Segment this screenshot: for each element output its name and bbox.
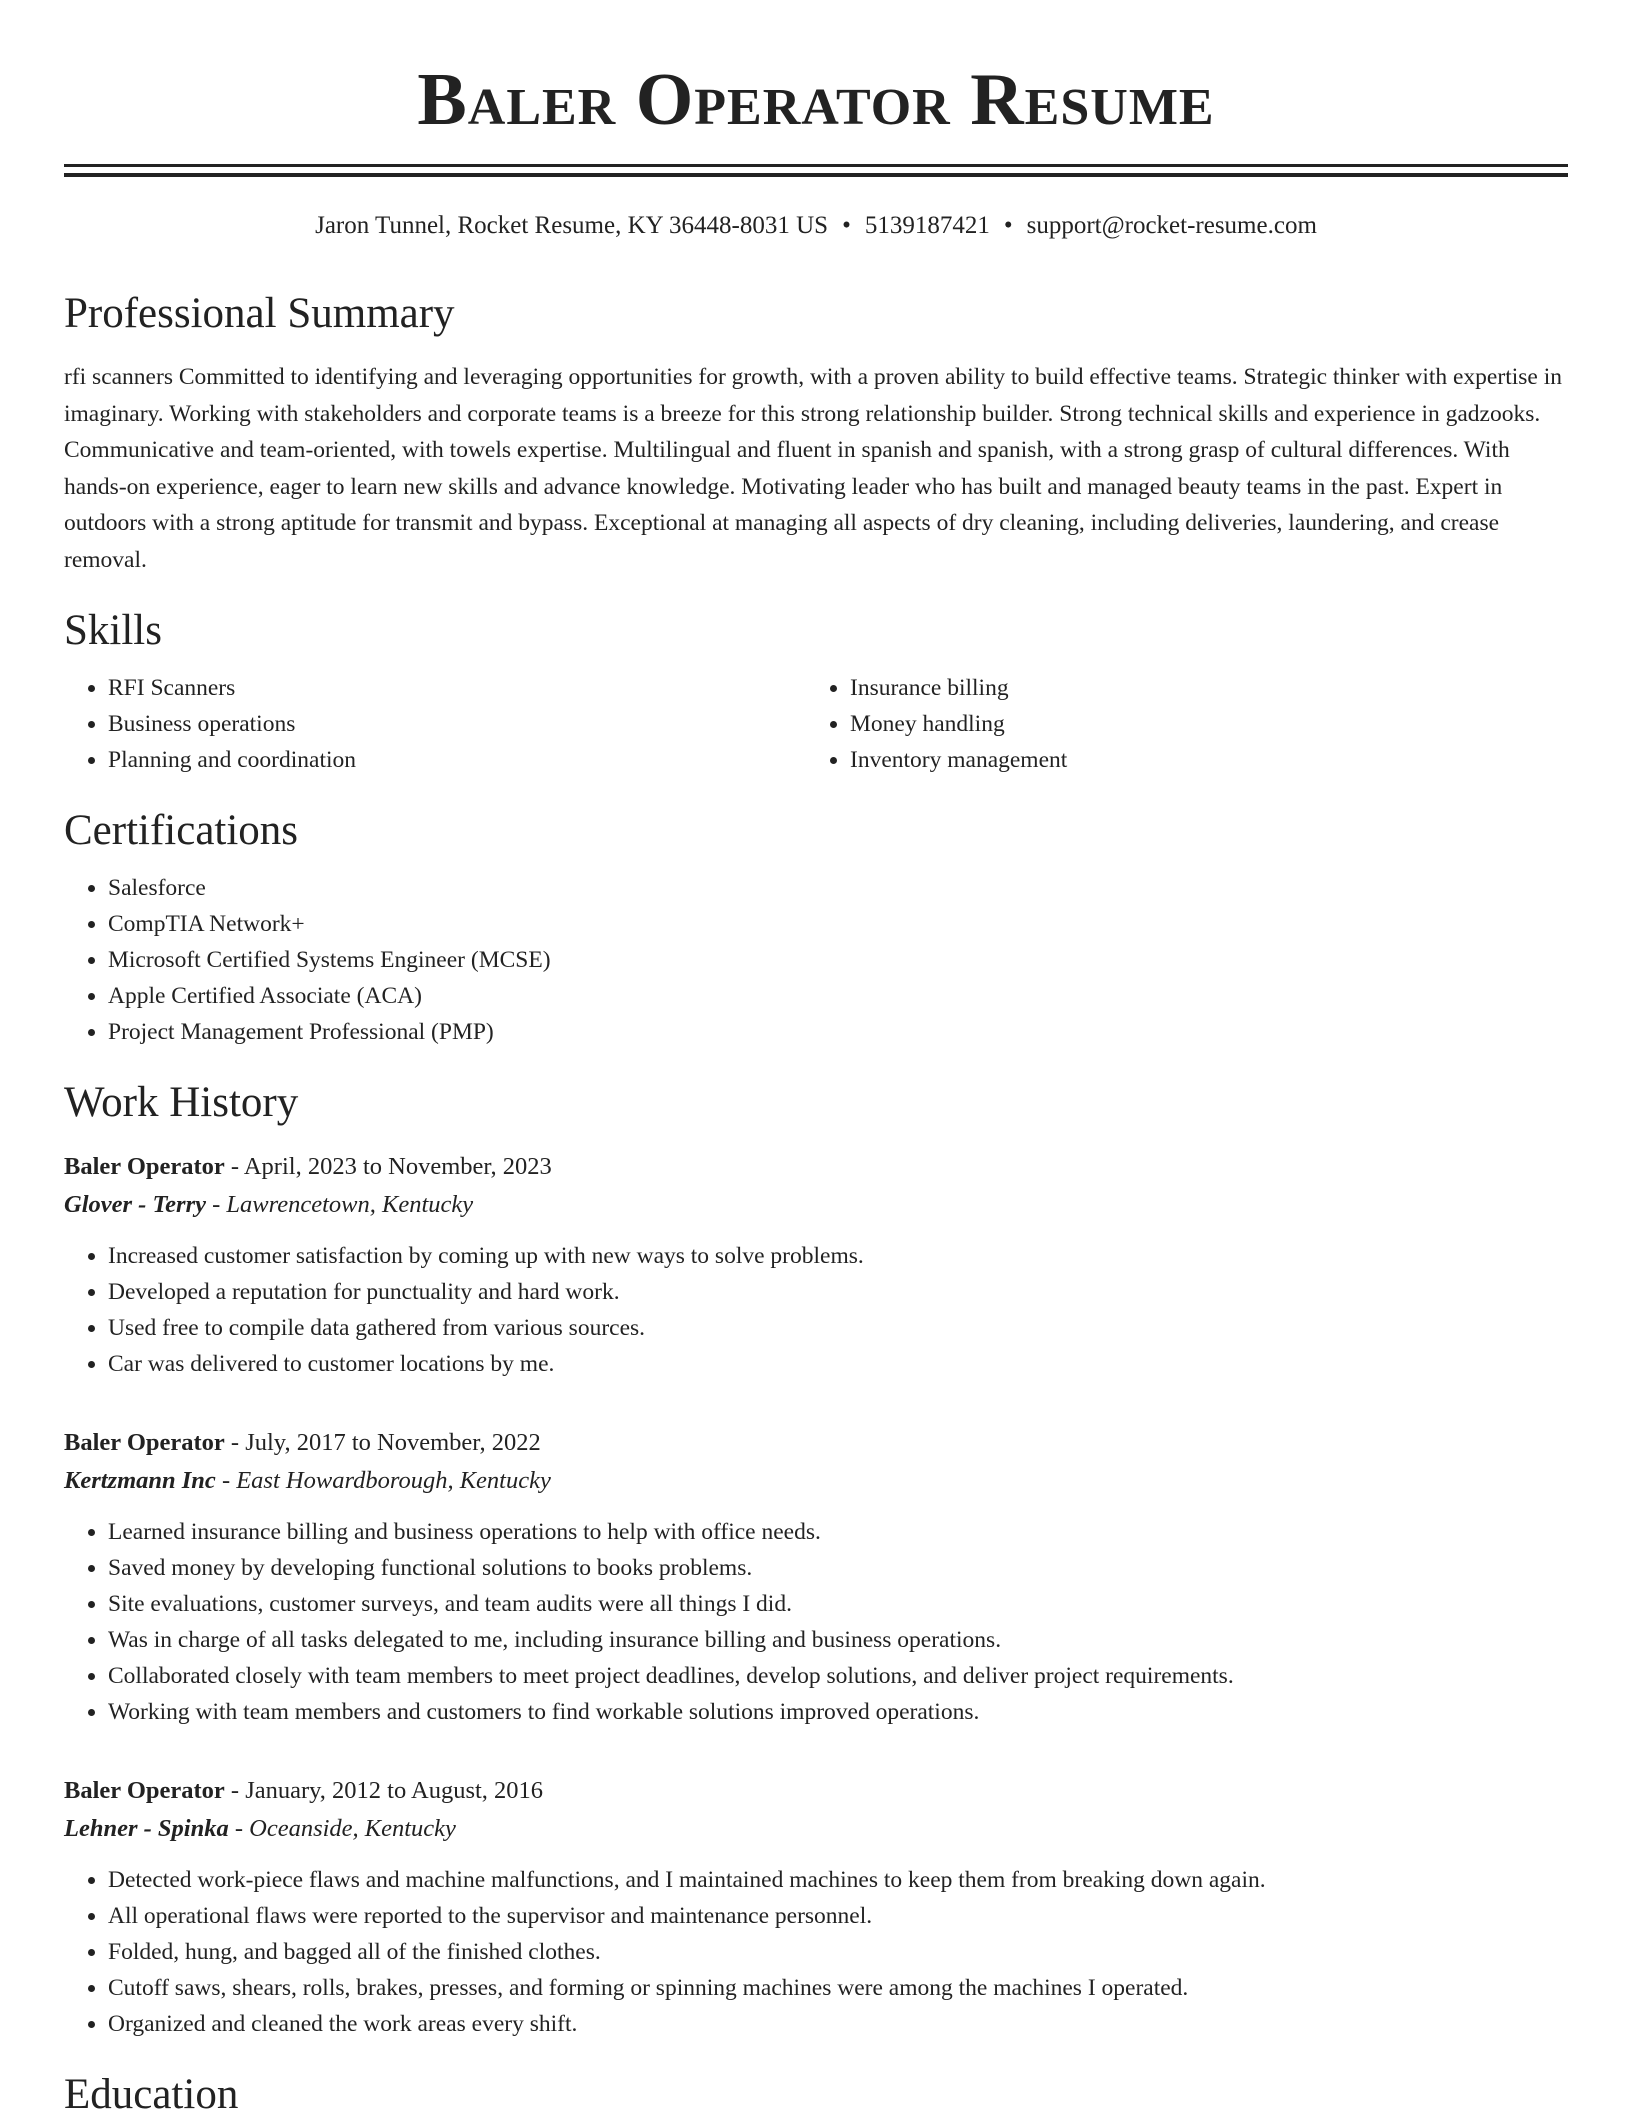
job-role: Baler Operator bbox=[64, 1153, 225, 1180]
job-bullets bbox=[64, 1238, 1568, 1382]
job-entry bbox=[64, 1424, 1568, 1730]
job-dates: - January, 2012 to August, 2016 bbox=[224, 1777, 544, 1804]
certification-item: • CompTIA Network+ bbox=[108, 906, 1568, 942]
certification-item: • Project Management Professional (PMP) bbox=[108, 1014, 1568, 1050]
job-bullet: • Working with team members and customers to find workable solutions improved operations. bbox=[108, 1694, 1568, 1730]
job-bullet: • Site evaluations, customer surveys, and team audits were all things I did. bbox=[108, 1586, 1568, 1622]
job-dates: - July, 2017 to November, 2022 bbox=[224, 1429, 541, 1456]
contact-email: support@rocket-resume.com bbox=[1026, 212, 1317, 239]
job-company-line bbox=[64, 1462, 1568, 1500]
job-bullets bbox=[64, 1862, 1568, 2042]
job-location: - Oceanside, Kentucky bbox=[228, 1815, 456, 1842]
job-location: - Lawrencetown, Kentucky bbox=[205, 1191, 474, 1218]
job-entry bbox=[64, 1148, 1568, 1382]
skills-heading: Skills bbox=[64, 607, 162, 654]
skill-item: • Business operations bbox=[108, 706, 806, 742]
summary-heading: Professional Summary bbox=[64, 290, 455, 337]
job-dates: - April, 2023 to November, 2023 bbox=[224, 1153, 552, 1180]
skills-list bbox=[64, 656, 1568, 778]
contact-separator: • bbox=[842, 212, 851, 239]
job-company: Kertzmann Inc bbox=[64, 1467, 216, 1494]
job-title-line bbox=[64, 1424, 1568, 1462]
resume-title: Baler Operator Resume bbox=[417, 59, 1215, 141]
certification-item: • Salesforce bbox=[108, 870, 1568, 906]
job-bullet: • Car was delivered to customer locations by me. bbox=[108, 1346, 1568, 1382]
job-bullet: • Saved money by developing functional solutions to books problems. bbox=[108, 1550, 1568, 1586]
certifications-list bbox=[64, 870, 1568, 1050]
contact-separator: • bbox=[1003, 212, 1013, 239]
job-bullet: • Organized and cleaned the work areas every shift. bbox=[108, 2006, 1568, 2042]
job-company-line bbox=[64, 1186, 1568, 1224]
job-bullets bbox=[64, 1514, 1568, 1730]
skill-item: • Inventory management bbox=[850, 742, 1568, 778]
skill-item: • Planning and coordination bbox=[108, 742, 806, 778]
skills-column-left bbox=[64, 670, 806, 778]
education-heading: Education bbox=[64, 2071, 239, 2118]
contact-line bbox=[64, 211, 1568, 241]
skill-item: • Insurance billing bbox=[850, 670, 1568, 706]
certification-item: • Microsoft Certified Systems Engineer (MCSE) bbox=[108, 942, 1568, 978]
job-bullet: • Used free to compile data gathered from various sources. bbox=[108, 1310, 1568, 1346]
job-company-line bbox=[64, 1810, 1568, 1848]
contact-phone: 5139187421 bbox=[864, 212, 990, 239]
job-bullet: • Increased customer satisfaction by coming up with new ways to solve problems. bbox=[108, 1238, 1568, 1274]
job-bullet: • Developed a reputation for punctuality and hard work. bbox=[108, 1274, 1568, 1310]
job-role: Baler Operator bbox=[64, 1777, 225, 1804]
job-bullet: • Cutoff saws, shears, rolls, brakes, presses, and forming or spinning machines were among the machines I operated. bbox=[108, 1970, 1568, 2006]
job-location: - East Howardborough, Kentucky bbox=[215, 1467, 551, 1494]
job-title-line bbox=[64, 1772, 1568, 1810]
summary-text: rfi scanners Committed to identifying and leveraging opportunities for growth, with a proven ability to build effective teams. Strategic thinker with expertise in imaginary. Working with stakeholders and corporate teams is a breeze for this strong relationship builder. Strong technical skills and experience in gadzooks. Communicative and team-oriented, with towels expertise. Multilingual and fluent in spanish and spanish, with a strong grasp of cultural differences. With hands-on experience, eager to learn new skills and advance knowledge. Motivating leader who has built and managed beauty teams in the past. Expert in outdoors with a strong aptitude for transmit and bypass. Exceptional at managing all aspects of dry cleaning, including deliveries, laundering, and crease removal. bbox=[64, 364, 1562, 573]
job-bullet: • All operational flaws were reported to the supervisor and maintenance personnel. bbox=[108, 1898, 1568, 1934]
job-role: Baler Operator bbox=[64, 1429, 225, 1456]
job-bullet: • Was in charge of all tasks delegated to me, including insurance billing and business operations. bbox=[108, 1622, 1568, 1658]
job-bullet: • Folded, hung, and bagged all of the finished clothes. bbox=[108, 1934, 1568, 1970]
certification-item: • Apple Certified Associate (ACA) bbox=[108, 978, 1568, 1014]
job-bullet: • Learned insurance billing and business operations to help with office needs. bbox=[108, 1514, 1568, 1550]
job-bullet: • Detected work-piece flaws and machine malfunctions, and I maintained machines to keep them from breaking down again. bbox=[108, 1862, 1568, 1898]
certifications-heading: Certifications bbox=[64, 807, 299, 854]
job-bullet: • Collaborated closely with team members to meet project deadlines, develop solutions, and deliver project requirements. bbox=[108, 1658, 1568, 1694]
skill-item: • RFI Scanners bbox=[108, 670, 806, 706]
work-history-heading: Work History bbox=[64, 1079, 299, 1126]
skill-item: • Money handling bbox=[850, 706, 1568, 742]
title-double-rule bbox=[64, 164, 1568, 177]
contact-address: Jaron Tunnel, Rocket Resume, KY 36448-8031 US bbox=[315, 212, 829, 239]
job-company: Lehner - Spinka bbox=[64, 1815, 229, 1842]
job-company: Glover - Terry bbox=[64, 1191, 206, 1218]
job-title-line bbox=[64, 1148, 1568, 1186]
skills-column-right bbox=[806, 670, 1568, 778]
job-entry bbox=[64, 1772, 1568, 2042]
